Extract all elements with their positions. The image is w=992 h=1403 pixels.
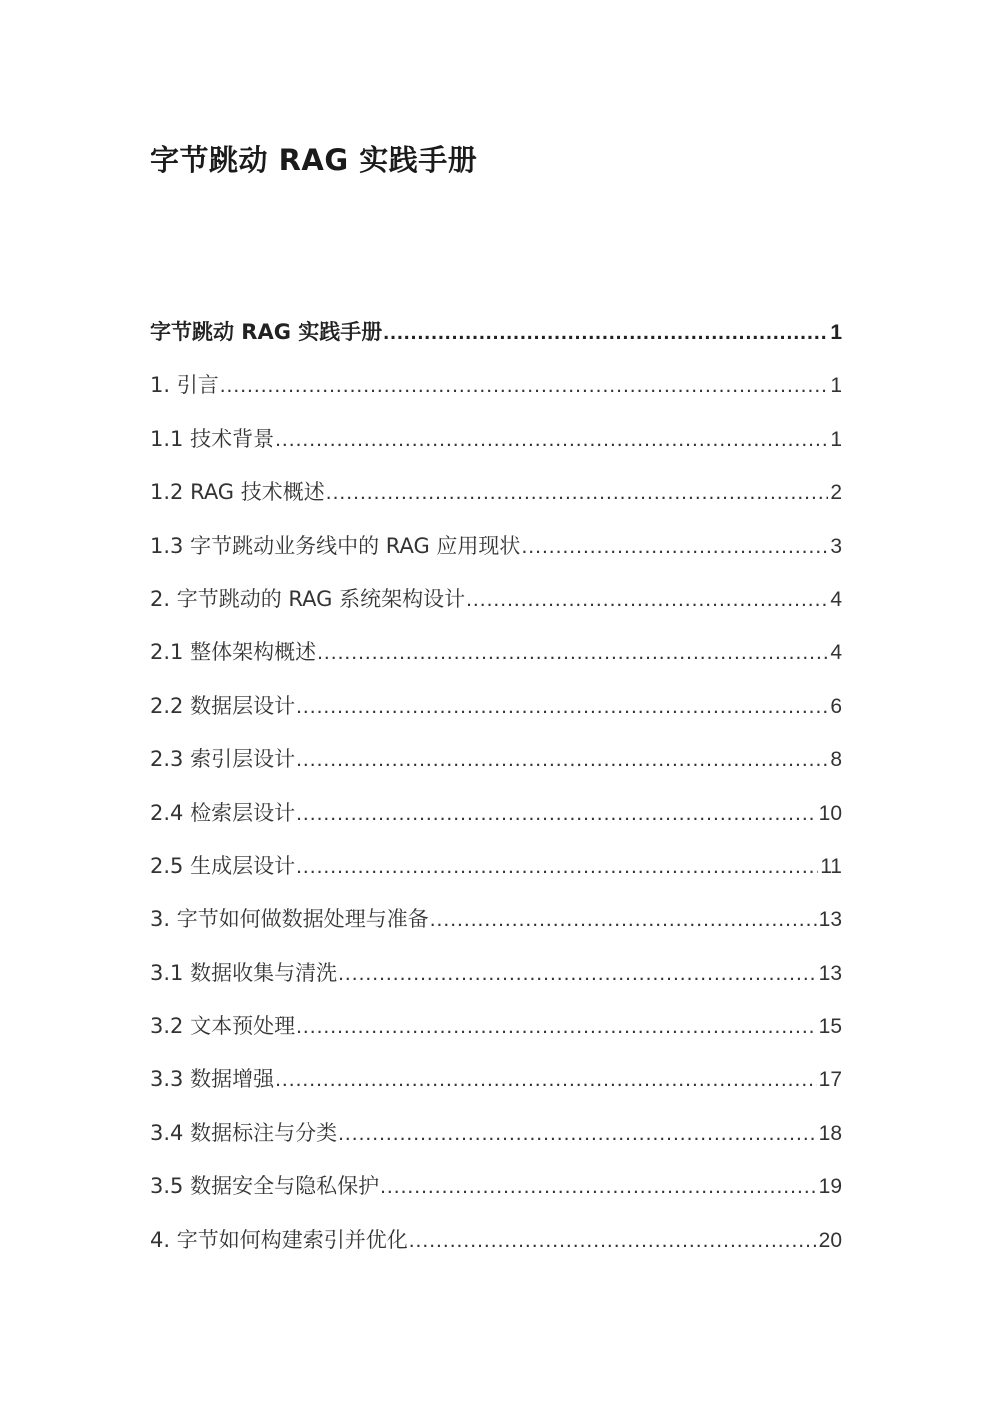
toc-entry-label: 2.4 检索层设计 [150,800,296,825]
toc-entry-label: 3.1 数据收集与清洗 [150,960,338,985]
toc-entry[interactable] [150,1160,842,1213]
toc-entry[interactable] [150,359,842,412]
toc-entry[interactable] [150,413,842,466]
toc-entry-page: 17 [818,1068,842,1092]
toc-dot-leader [326,466,829,519]
toc-entry-label: 2.1 整体架构概述 [150,640,317,665]
toc-entry[interactable] [150,1107,842,1160]
toc-dot-leader [380,1160,817,1213]
toc-entry-label: 1.3 字节跳动业务线中的 RAG 应用现状 [150,533,521,558]
toc-entry-page: 3 [830,534,842,558]
toc-entry[interactable] [150,306,842,359]
toc-entry-label: 3. 字节如何做数据处理与准备 [150,907,429,932]
toc-entry-label: 2.2 数据层设计 [150,693,296,718]
toc-entry-page: 10 [818,801,842,825]
toc-entry[interactable] [150,1214,842,1267]
toc-entry[interactable] [150,573,842,626]
toc-entry-page: 6 [830,694,842,718]
toc-entry-label: 1.1 技术背景 [150,426,275,451]
toc-entry-label: 2.5 生成层设计 [150,853,296,878]
toc-entry-label: 1. 引言 [150,373,219,398]
toc-entry[interactable] [150,680,842,733]
toc-dot-leader [338,947,817,1000]
toc-entry-page: 1 [830,427,842,451]
toc-entry[interactable] [150,893,842,946]
toc-entry-page: 4 [830,641,842,665]
toc-dot-leader [383,306,828,359]
toc-entry[interactable] [150,1000,842,1053]
toc-dot-leader [296,1000,817,1053]
toc-entry[interactable] [150,787,842,840]
toc-entry-label: 2.3 索引层设计 [150,747,296,772]
toc-entry-page: 4 [830,587,842,611]
toc-dot-leader [296,840,818,893]
toc-entry-label: 2. 字节跳动的 RAG 系统架构设计 [150,586,466,611]
toc-dot-leader [317,626,828,679]
toc-entry-page: 18 [818,1121,842,1145]
toc-entry[interactable] [150,626,842,679]
toc-entry-page: 2 [830,481,842,505]
toc-entry-page: 19 [818,1175,842,1199]
toc-entry-label: 3.5 数据安全与隐私保护 [150,1174,380,1199]
toc-dot-leader [296,733,828,786]
toc-entry-label: 3.4 数据标注与分类 [150,1120,338,1145]
document-title: 字节跳动 RAG 实践手册 [150,143,478,177]
toc-entry-page: 8 [830,748,842,772]
toc-entry-label: 3.3 数据增强 [150,1067,275,1092]
toc-dot-leader [296,680,828,733]
toc-entry[interactable] [150,1053,842,1106]
toc-dot-leader [296,787,817,840]
table-of-contents [150,306,842,1267]
toc-entry-page: 20 [818,1228,842,1252]
toc-dot-leader [521,520,828,573]
toc-entry-label: 1.2 RAG 技术概述 [150,480,325,505]
toc-entry[interactable] [150,466,842,519]
toc-entry-page: 1 [830,374,842,398]
toc-dot-leader [275,413,828,466]
toc-entry[interactable] [150,520,842,573]
toc-dot-leader [409,1214,817,1267]
toc-entry[interactable] [150,947,842,1000]
toc-entry-page: 1 [830,321,842,344]
toc-dot-leader [275,1053,817,1106]
toc-dot-leader [220,359,829,412]
toc-entry-label: 3.2 文本预处理 [150,1014,296,1039]
toc-entry-page: 13 [818,961,842,985]
toc-entry-page: 11 [820,854,842,878]
toc-dot-leader [338,1107,817,1160]
toc-entry-label: 字节跳动 RAG 实践手册 [150,320,383,344]
toc-entry-page: 15 [818,1015,842,1039]
toc-entry[interactable] [150,840,842,893]
toc-entry-page: 13 [818,908,842,932]
toc-dot-leader [466,573,828,626]
toc-entry[interactable] [150,733,842,786]
toc-entry-label: 4. 字节如何构建索引并优化 [150,1227,408,1252]
toc-dot-leader [430,893,817,946]
